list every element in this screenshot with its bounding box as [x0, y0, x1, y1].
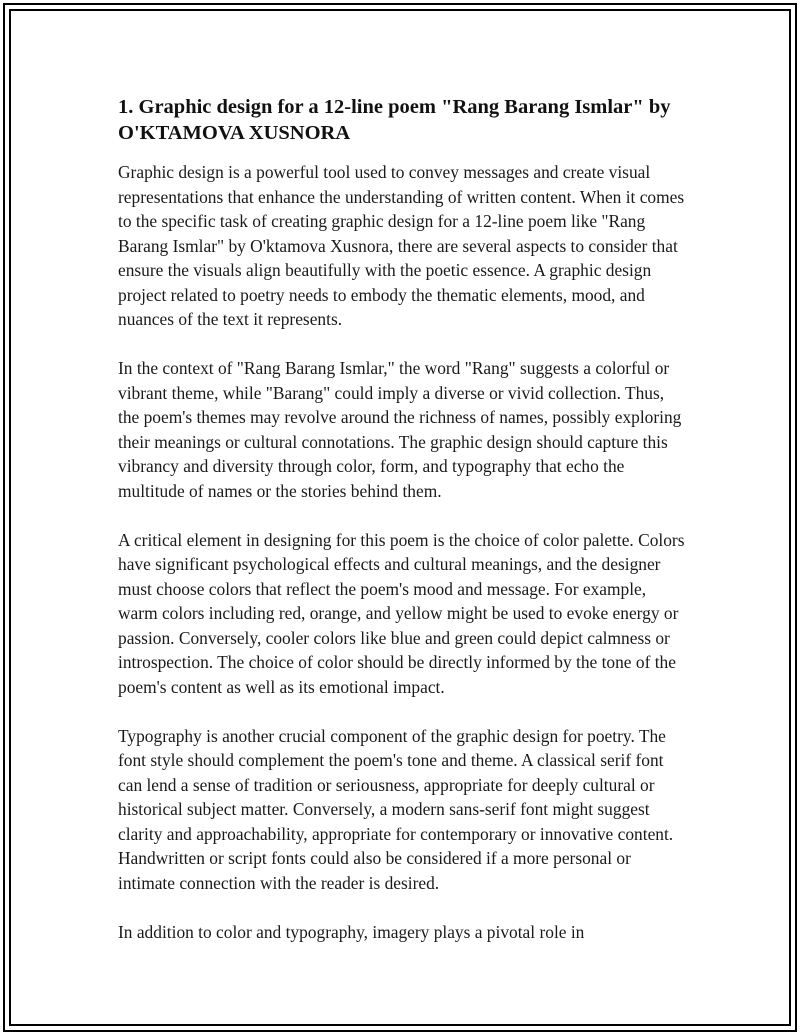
paragraph-typography: Typography is another crucial component of the graphic design for poetry. The font style should complement the poem's tone and theme. A classical serif font can lend a sense of tradition or seriousness, appropriate for deeply cultural or historical subject matter. Conversely, a modern sans-serif font might suggest clarity and approachability, appropriate for contemporary or innovative content. Handwritten or script fonts could also be considered if a more personal or intimate connection with the reader is desired. — [118, 725, 674, 893]
paragraph-color-palette: A critical element in designing for this poem is the choice of color palette. Colors have significant psychological effects and cultural meanings, and the designer must choose colors that reflect the poem's mood and message. For example, warm colors including red, orange, and yellow might be used to evoke energy or passion. Conversely, cooler colors like blue and green could depict calmness or introspection. The choice of color should be directly informed by the tone of the poem's content as well as its emotional impact. — [118, 529, 685, 697]
paragraph-intro: Graphic design is a powerful tool used to convey messages and create visual representations that enhance the understanding of written content. When it comes to the specific task of creating graphic design for a 12-line poem like "Rang Barang Ismlar" by O'ktamova Xusnora, there are several aspects to consider that ensure the visuals align beautifully with the poetic essence. A graphic design project related to poetry needs to embody the thematic elements, mood, and nuances of the text it represents. — [118, 162, 685, 329]
paragraph-imagery: In addition to color and typography, imagery plays a pivotal role in — [118, 921, 585, 942]
document-title: 1. Graphic design for a 12-line poem "Rang Barang Ismlar" by O'KTAMOVA XUSNORA — [118, 96, 671, 144]
paragraph-context: In the context of "Rang Barang Ismlar," the word "Rang" suggests a colorful or vibrant theme, while "Barang" could imply a diverse or vivid collection. Thus, the poem's themes may revolve around the richness of names, possibly exploring their meanings or cultural connotations. The graphic design should capture this vibrancy and diversity through color, form, and typography that echo the multitude of names or the stories behind them. — [118, 358, 682, 501]
document-body — [118, 94, 688, 969]
